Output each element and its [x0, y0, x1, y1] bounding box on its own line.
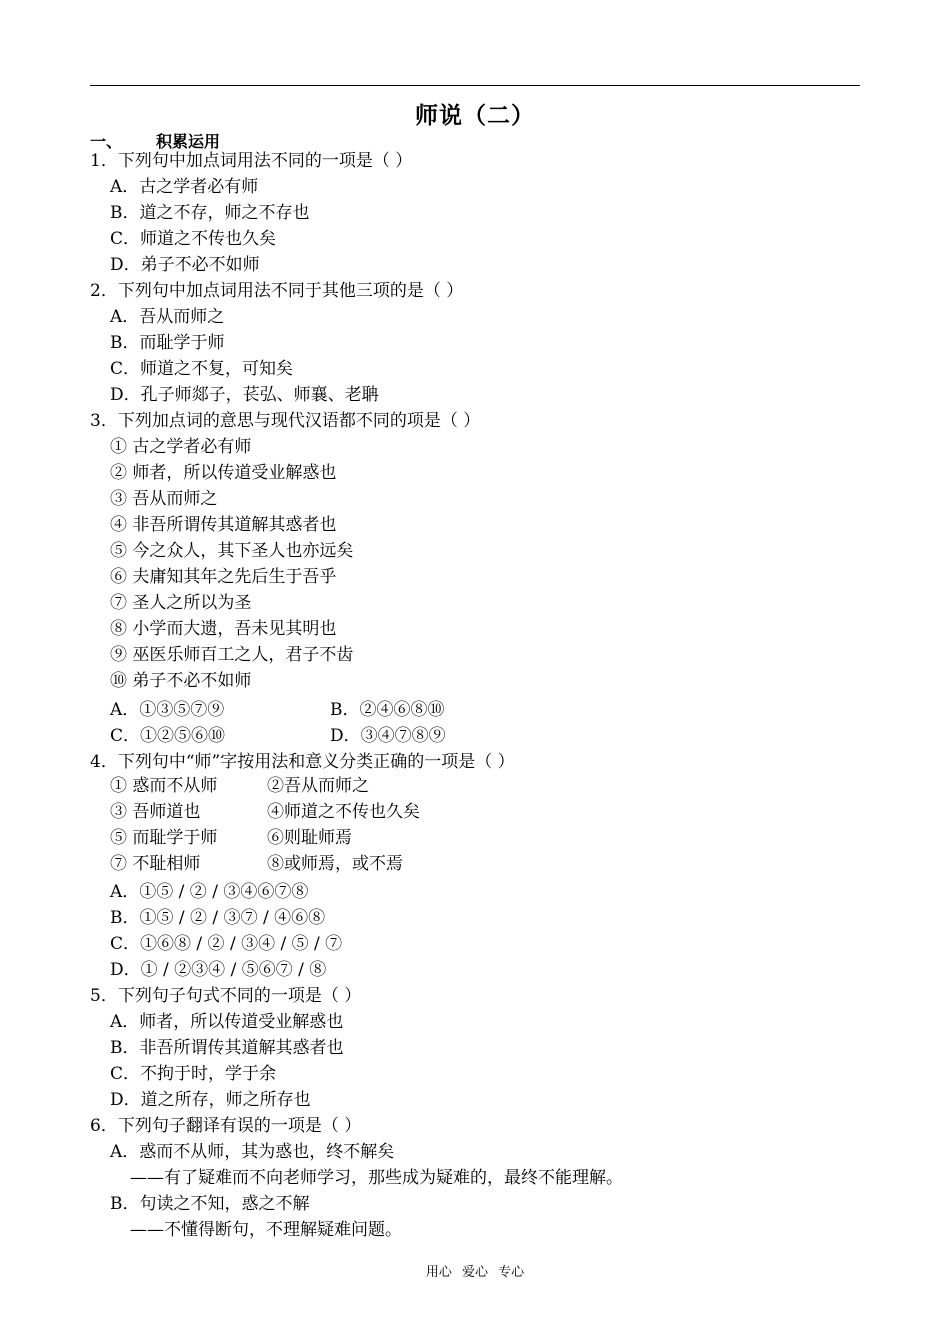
q3-item: ⑦ 圣人之所以为圣	[110, 593, 252, 613]
section-heading	[90, 129, 220, 152]
q3-option-c: C．①②⑤⑥⑩	[110, 726, 226, 746]
q4-stem: 4．下列句中“师”字按用法和意义分类正确的一项是（ ）	[90, 752, 515, 772]
q6-option-a: A．惑而不从师，其为惑也，终不解矣	[110, 1142, 395, 1162]
q2-stem: 2．下列句中加点词用法不同于其他三项的是（ ）	[90, 281, 464, 301]
q4-item: ⑧或师焉，或不焉	[267, 854, 403, 874]
q1-stem: 1．下列句中加点词用法不同的一项是（ ）	[90, 151, 413, 171]
header-rule	[90, 85, 860, 86]
q3-item: ① 古之学者必有师	[110, 437, 252, 457]
section-number: 一、	[90, 132, 123, 151]
q6-option-a-translation: ——有了疑难而不向老师学习，那些成为疑难的，最终不能理解。	[130, 1168, 623, 1188]
q5-stem: 5．下列句子句式不同的一项是（ ）	[90, 986, 362, 1006]
q2-option-c: C．师道之不复，可知矣	[110, 359, 294, 379]
q2-option-d: D．孔子师郯子，苌弘、师襄、老聃	[110, 385, 379, 405]
q2-option-b: B．而耻学于师	[110, 333, 225, 353]
q3-item: ④ 非吾所谓传其道解其惑者也	[110, 515, 337, 535]
q4-item: ②吾从而师之	[267, 776, 369, 796]
q1-option-b: B．道之不存，师之不存也	[110, 203, 310, 223]
q4-item: ① 惑而不从师	[110, 776, 218, 796]
q3-item: ③ 吾从而师之	[110, 489, 218, 509]
q6-option-b-translation: ——不懂得断句，不理解疑难问题。	[130, 1220, 402, 1240]
q5-option-d: D．道之所存，师之所存也	[110, 1090, 311, 1110]
q5-option-c: C．不拘于时，学于余	[110, 1064, 277, 1084]
q3-item: ⑤ 今之众人，其下圣人也亦远矣	[110, 541, 354, 561]
page-title: 师说（二）	[415, 103, 535, 129]
q4-option-d: D．① / ②③④ / ⑤⑥⑦ / ⑧	[110, 960, 327, 980]
q3-item: ② 师者，所以传道受业解惑也	[110, 463, 337, 483]
q3-option-d: D．③④⑦⑧⑨	[330, 726, 446, 746]
section-label: 积累运用	[156, 132, 221, 151]
q4-option-b: B．①⑤ / ② / ③⑦ / ④⑥⑧	[110, 908, 326, 928]
q4-item: ⑥则耻师焉	[267, 828, 352, 848]
q4-item: ③ 吾师道也	[110, 802, 201, 822]
q4-item: ⑤ 而耻学于师	[110, 828, 218, 848]
q4-option-a: A．①⑤ / ② / ③④⑥⑦⑧	[110, 882, 309, 902]
q1-option-d: D．弟子不必不如师	[110, 255, 260, 275]
page-footer: 用心 爱心 专心	[425, 1265, 525, 1280]
q4-option-c: C．①⑥⑧ / ② / ③④ / ⑤ / ⑦	[110, 934, 343, 954]
q6-option-b: B．句读之不知，惑之不解	[110, 1194, 310, 1214]
q3-item: ⑨ 巫医乐师百工之人，君子不齿	[110, 645, 354, 665]
q3-option-b: B．②④⑥⑧⑩	[330, 700, 445, 720]
q3-item: ⑩ 弟子不必不如师	[110, 671, 252, 691]
q3-option-a: A．①③⑤⑦⑨	[110, 700, 225, 720]
q5-option-a: A．师者，所以传道受业解惑也	[110, 1012, 344, 1032]
q4-item: ④师道之不传也久矣	[267, 802, 420, 822]
q4-item: ⑦ 不耻相师	[110, 854, 201, 874]
q5-option-b: B．非吾所谓传其道解其惑者也	[110, 1038, 344, 1058]
q3-item: ⑧ 小学而大遗，吾未见其明也	[110, 619, 337, 639]
q6-stem: 6．下列句子翻译有误的一项是（ ）	[90, 1116, 362, 1136]
q3-item: ⑥ 夫庸知其年之先后生于吾乎	[110, 567, 337, 587]
q1-option-a: A．古之学者必有师	[110, 177, 259, 197]
q2-option-a: A．吾从而师之	[110, 307, 225, 327]
q1-option-c: C．师道之不传也久矣	[110, 229, 277, 249]
q3-stem: 3．下列加点词的意思与现代汉语都不同的项是（ ）	[90, 411, 481, 431]
